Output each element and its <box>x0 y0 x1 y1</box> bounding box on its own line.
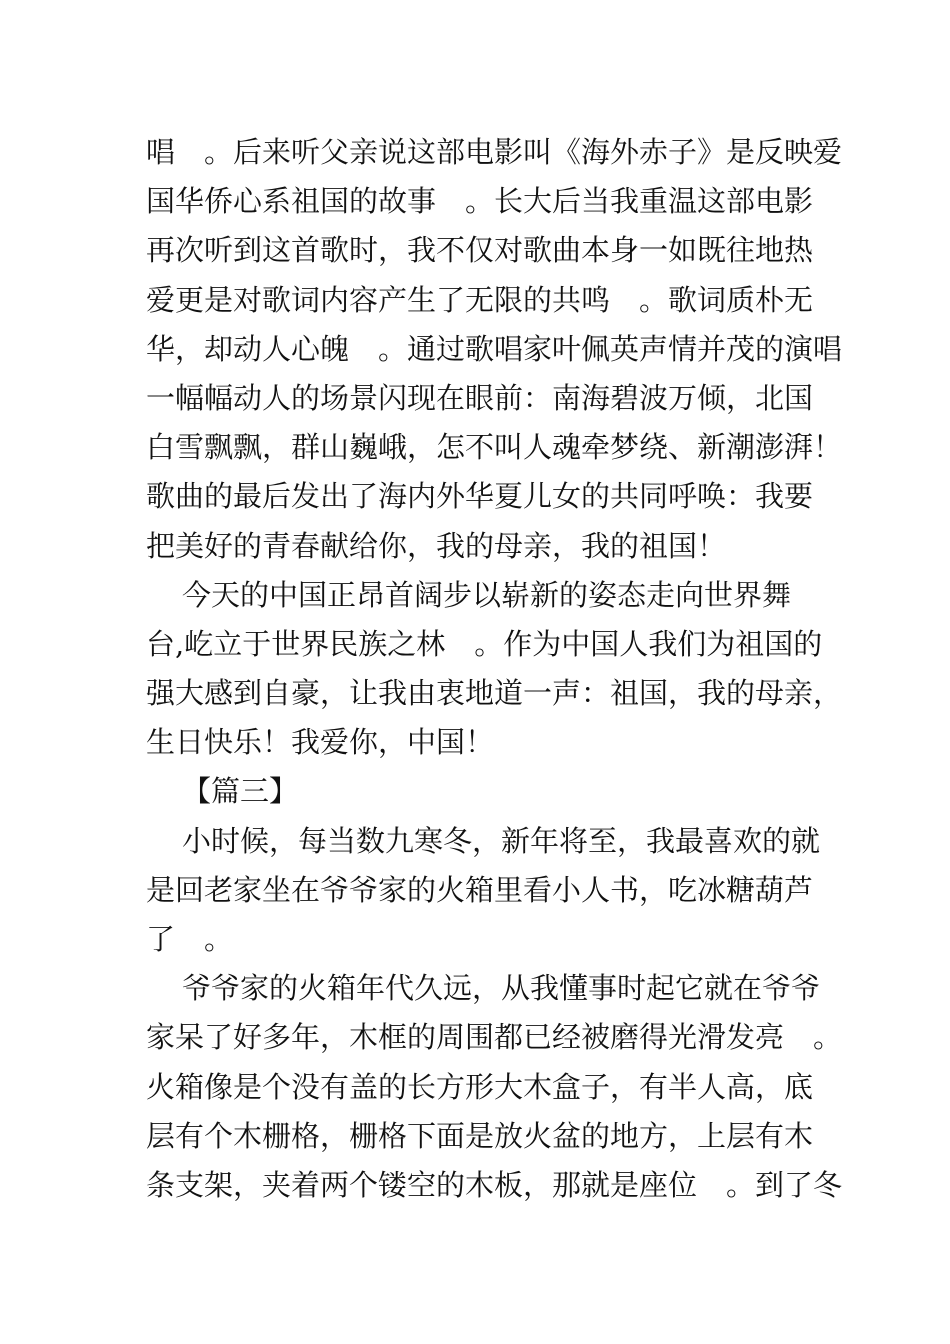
text-line-12: 强大感到自豪，让我由衷地道一声：祖国，我的母亲， <box>146 676 843 711</box>
text-line-21: 层有个木栅格，栅格下面是放火盆的地方，上层有木 <box>146 1118 814 1153</box>
text-line-10: 今天的中国正昂首阔步以崭新的姿态走向世界舞 <box>182 577 792 612</box>
text-line-18: 爷爷家的火箱年代久远，从我懂事时起它就在爷爷 <box>182 971 821 1006</box>
text-line-7: 白雪飘飘，群山巍峨，怎不叫人魂牵梦绕、新潮澎湃！ <box>146 430 843 465</box>
text-line-16: 是回老家坐在爷爷家的火箱里看小人书，吃冰糖葫芦 <box>146 872 814 907</box>
text-line-13: 生日快乐！我爱你，中国！ <box>146 725 495 760</box>
text-line-5: 华，却动人心魄 。通过歌唱家叶佩英声情并茂的演唱 <box>146 331 843 366</box>
text-line-3: 再次听到这首歌时，我不仅对歌曲本身一如既往地热 <box>146 233 814 268</box>
text-line-4: 爱更是对歌词内容产生了无限的共鸣 。歌词质朴无 <box>146 282 814 317</box>
text-line-15: 小时候，每当数九寒冬，新年将至，我最喜欢的就 <box>182 823 821 858</box>
text-line-20: 火箱像是个没有盖的长方形大木盒子，有半人高，底 <box>146 1069 814 1104</box>
text-line-2: 国华侨心系祖国的故事 。长大后当我重温这部电影 <box>146 184 814 219</box>
text-line-1: 唱 。后来听父亲说这部电影叫《海外赤子》是反映爱 <box>146 135 843 169</box>
text-line-9: 把美好的青春献给你，我的母亲，我的祖国！ <box>146 528 727 563</box>
section-heading: 【篇三】 <box>182 774 299 809</box>
text-line-11: 台,屹立于世界民族之林 。作为中国人我们为祖国的 <box>146 626 823 661</box>
text-line-17: 了 。 <box>146 922 234 956</box>
document-body <box>146 128 843 1210</box>
text-line-8: 歌曲的最后发出了海内外华夏儿女的共同呼唤：我要 <box>146 479 814 514</box>
text-line-19: 家呆了好多年，木框的周围都已经被磨得光滑发亮 。 <box>146 1020 843 1055</box>
text-line-22: 条支架，夹着两个镂空的木板，那就是座位 。到了冬 <box>146 1167 843 1202</box>
text-line-6: 一幅幅动人的场景闪现在眼前：南海碧波万倾，北国 <box>146 380 814 415</box>
